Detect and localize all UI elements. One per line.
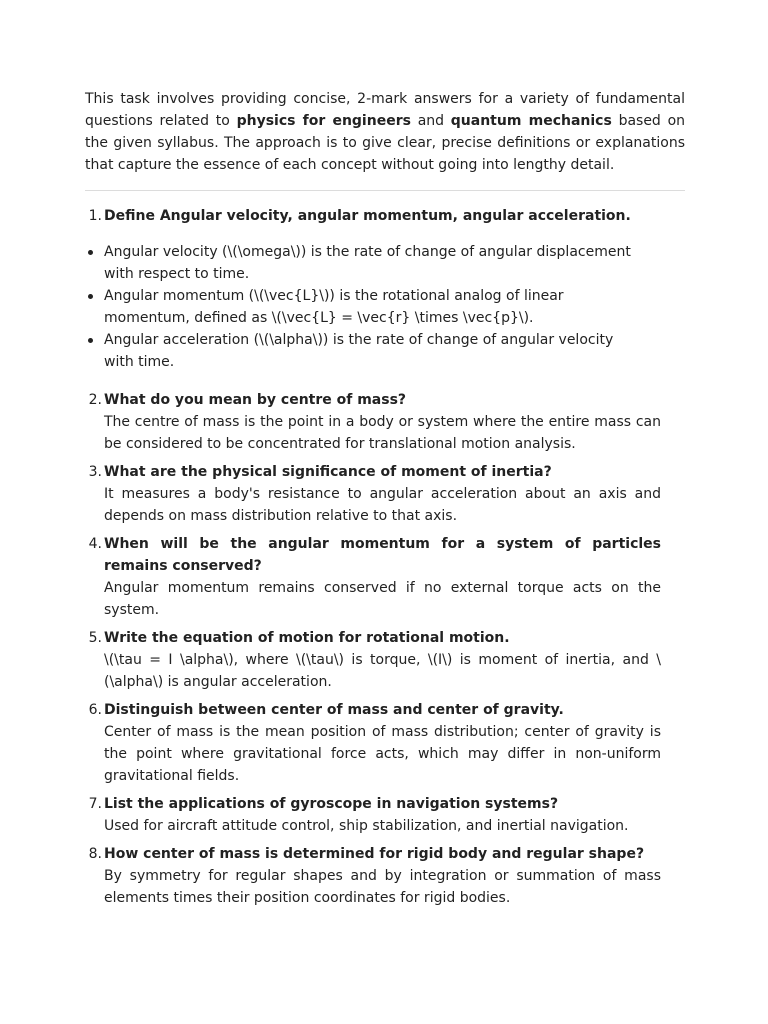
question-number: 4. — [88, 536, 102, 552]
bullet-item: Angular acceleration (\(\alpha\)) is the rate of change of angular velocity with time. — [85, 329, 644, 373]
question-answer: Angular momentum remains conserved if no external torque acts on the system. — [104, 580, 661, 618]
question-title: When will be the angular momentum for a system of particles remains conserved? — [104, 536, 661, 574]
document-page — [85, 88, 685, 915]
question-title: List the applications of gyroscope in navigation systems? — [104, 796, 559, 812]
bullet-item: Angular velocity (\(\omega\)) is the rate of change of angular displacement with respect to time. — [85, 241, 644, 285]
question-item — [85, 389, 661, 455]
intro-text-1: This task involves providing concise, 2-mark answers for a variety of fundamental questions related to — [85, 91, 685, 129]
question-item — [85, 793, 661, 837]
question-answer: By symmetry for regular shapes and by integration or summation of mass elements times their position coordinates for rigid bodies. — [104, 868, 661, 906]
question-number: 5. — [88, 630, 102, 646]
question-list-continued — [85, 389, 685, 909]
question-item — [85, 533, 661, 621]
intro-text-2: and — [410, 113, 451, 129]
question-title: Define Angular velocity, angular momentum, angular acceleration. — [104, 208, 631, 224]
intro-paragraph — [85, 88, 685, 176]
question-title: What do you mean by centre of mass? — [104, 392, 407, 408]
question-number: 2. — [88, 392, 102, 408]
question-answer: Used for aircraft attitude control, ship stabilization, and inertial navigation. — [104, 818, 629, 834]
question-item — [85, 699, 661, 787]
bullet-item: Angular momentum (\(\vec{L}\)) is the rotational analog of linear momentum, defined as \(\vec{L} = \vec{r} \times \vec{p}\). — [85, 285, 644, 329]
intro-text-3: based on the given syllabus. The approach is to give clear, precise definitions or explanations that capture the essence of each concept without going into lengthy detail. — [85, 113, 686, 173]
question-answer: \(\tau = I \alpha\), where \(\tau\) is torque, \(I\) is moment of inertia, and \(\alpha\) is angular acceleration. — [104, 652, 661, 690]
divider — [85, 190, 685, 191]
question-number: 1. — [88, 208, 102, 224]
question-title: How center of mass is determined for rigid body and regular shape? — [104, 846, 645, 862]
question-item — [85, 205, 661, 227]
intro-bold-quantum: quantum mechanics — [450, 113, 612, 129]
question-item — [85, 627, 661, 693]
question-title: Write the equation of motion for rotational motion. — [104, 630, 510, 646]
question-title: What are the physical significance of moment of inertia? — [104, 464, 552, 480]
question-number: 7. — [88, 796, 102, 812]
question-number: 3. — [88, 464, 102, 480]
question-title: Distinguish between center of mass and center of gravity. — [104, 702, 564, 718]
question-answer: Center of mass is the mean position of mass distribution; center of gravity is the point where gravitational force acts, which may differ in non-uniform gravitational fields. — [104, 724, 661, 784]
question-item — [85, 461, 661, 527]
question-number: 8. — [88, 846, 102, 862]
question-number: 6. — [88, 702, 102, 718]
bullet-list — [85, 241, 685, 373]
intro-bold-physics: physics for engineers — [236, 113, 411, 129]
question-item — [85, 843, 661, 909]
question-answer: It measures a body's resistance to angular acceleration about an axis and depends on mass distribution relative to that axis. — [104, 486, 661, 524]
question-answer: The centre of mass is the point in a body or system where the entire mass can be considered to be concentrated for translational motion analysis. — [104, 414, 661, 452]
question-list — [85, 205, 685, 227]
